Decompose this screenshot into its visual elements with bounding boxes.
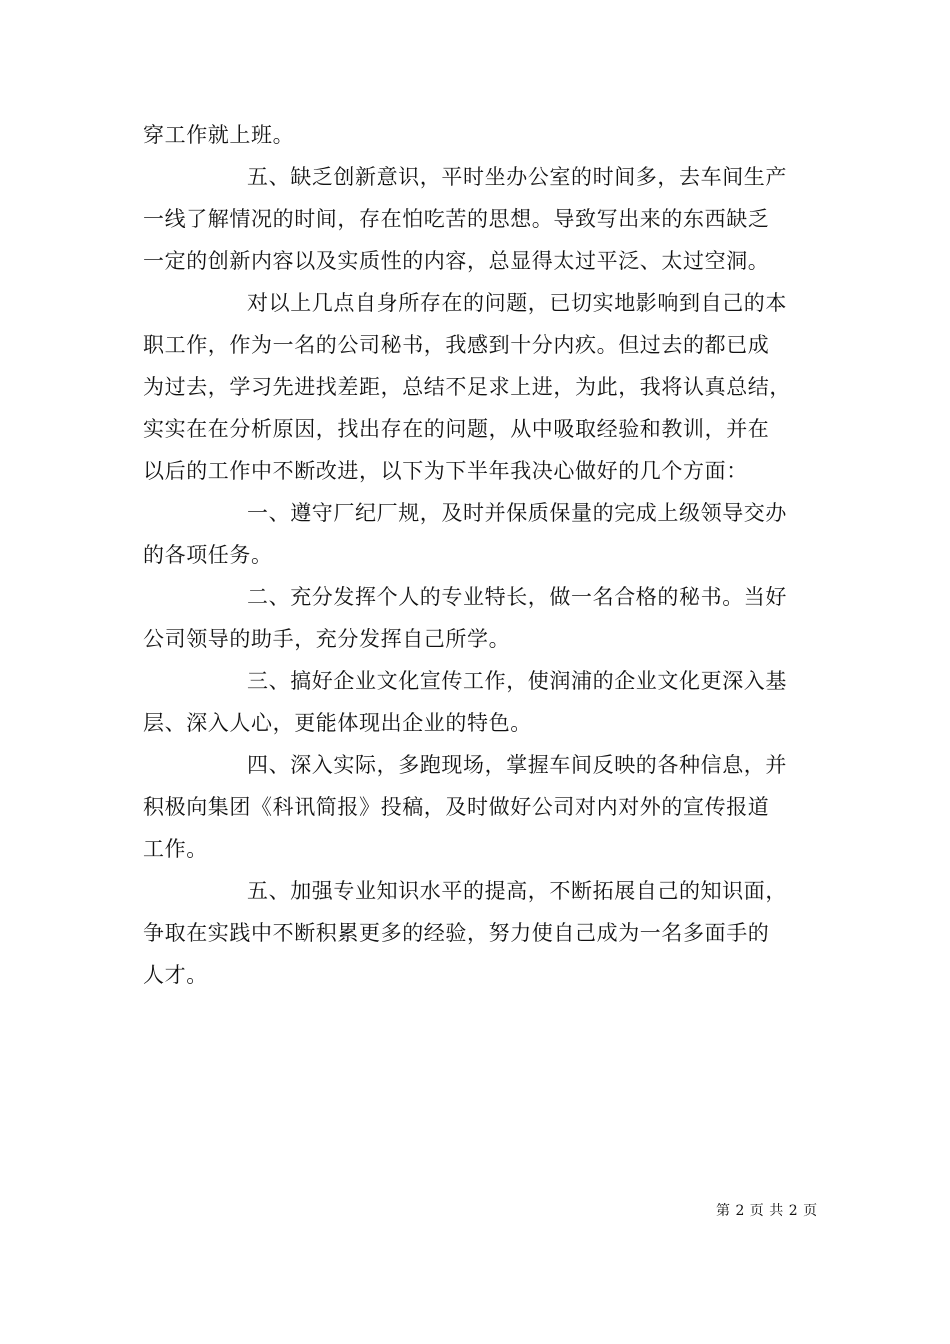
- text-line: 的各项任务。: [143, 543, 273, 567]
- text-line: 一线了解情况的时间，存在怕吃苦的思想。导致写出来的东西缺乏: [143, 207, 770, 231]
- paragraph-start: 对以上几点自身所存在的问题，已切实地影响到自己的本: [247, 291, 787, 315]
- text-line: 实实在在分析原因，找出存在的问题，从中吸取经验和教训，并在: [143, 417, 770, 441]
- paragraph-start: 一、遵守厂纪厂规，及时并保质保量的完成上级领导交办: [247, 501, 787, 525]
- paragraph-start: 五、加强专业知识水平的提高，不断拓展自己的知识面，: [247, 879, 787, 903]
- text-line: 争取在实践中不断积累更多的经验，努力使自己成为一名多面手的: [143, 921, 770, 945]
- text-line: 人才。: [143, 963, 208, 987]
- text-line: 一定的创新内容以及实质性的内容，总显得太过平泛、太过空洞。: [143, 249, 770, 273]
- paragraph-start: 五、缺乏创新意识，平时坐办公室的时间多，去车间生产: [247, 165, 787, 189]
- page-number-footer: 第 2 页 共 2 页: [716, 1203, 818, 1219]
- paragraph-start: 二、充分发挥个人的专业特长，做一名合格的秘书。当好: [247, 585, 787, 609]
- text-line: 工作。: [143, 837, 208, 861]
- text-line: 层、深入人心，更能体现出企业的特色。: [143, 711, 532, 735]
- text-line: 为过去，学习先进找差距，总结不足求上进，为此，我将认真总结，: [143, 375, 791, 399]
- text-line: 穿工作就上班。: [143, 123, 295, 147]
- text-line: 积极向集团《科讯简报》投稿，及时做好公司对内对外的宣传报道: [143, 795, 770, 819]
- paragraph-start: 三、搞好企业文化宣传工作，使润浦的企业文化更深入基: [247, 669, 787, 693]
- body-text: [143, 114, 813, 996]
- text-line: 公司领导的助手，充分发挥自己所学。: [143, 627, 511, 651]
- paragraph-start: 四、深入实际，多跑现场，掌握车间反映的各种信息，并: [247, 753, 787, 777]
- text-line: 以后的工作中不断改进，以下为下半年我决心做好的几个方面：: [143, 459, 748, 483]
- text-line: 职工作，作为一名的公司秘书，我感到十分内疚。但过去的都已成: [143, 333, 770, 357]
